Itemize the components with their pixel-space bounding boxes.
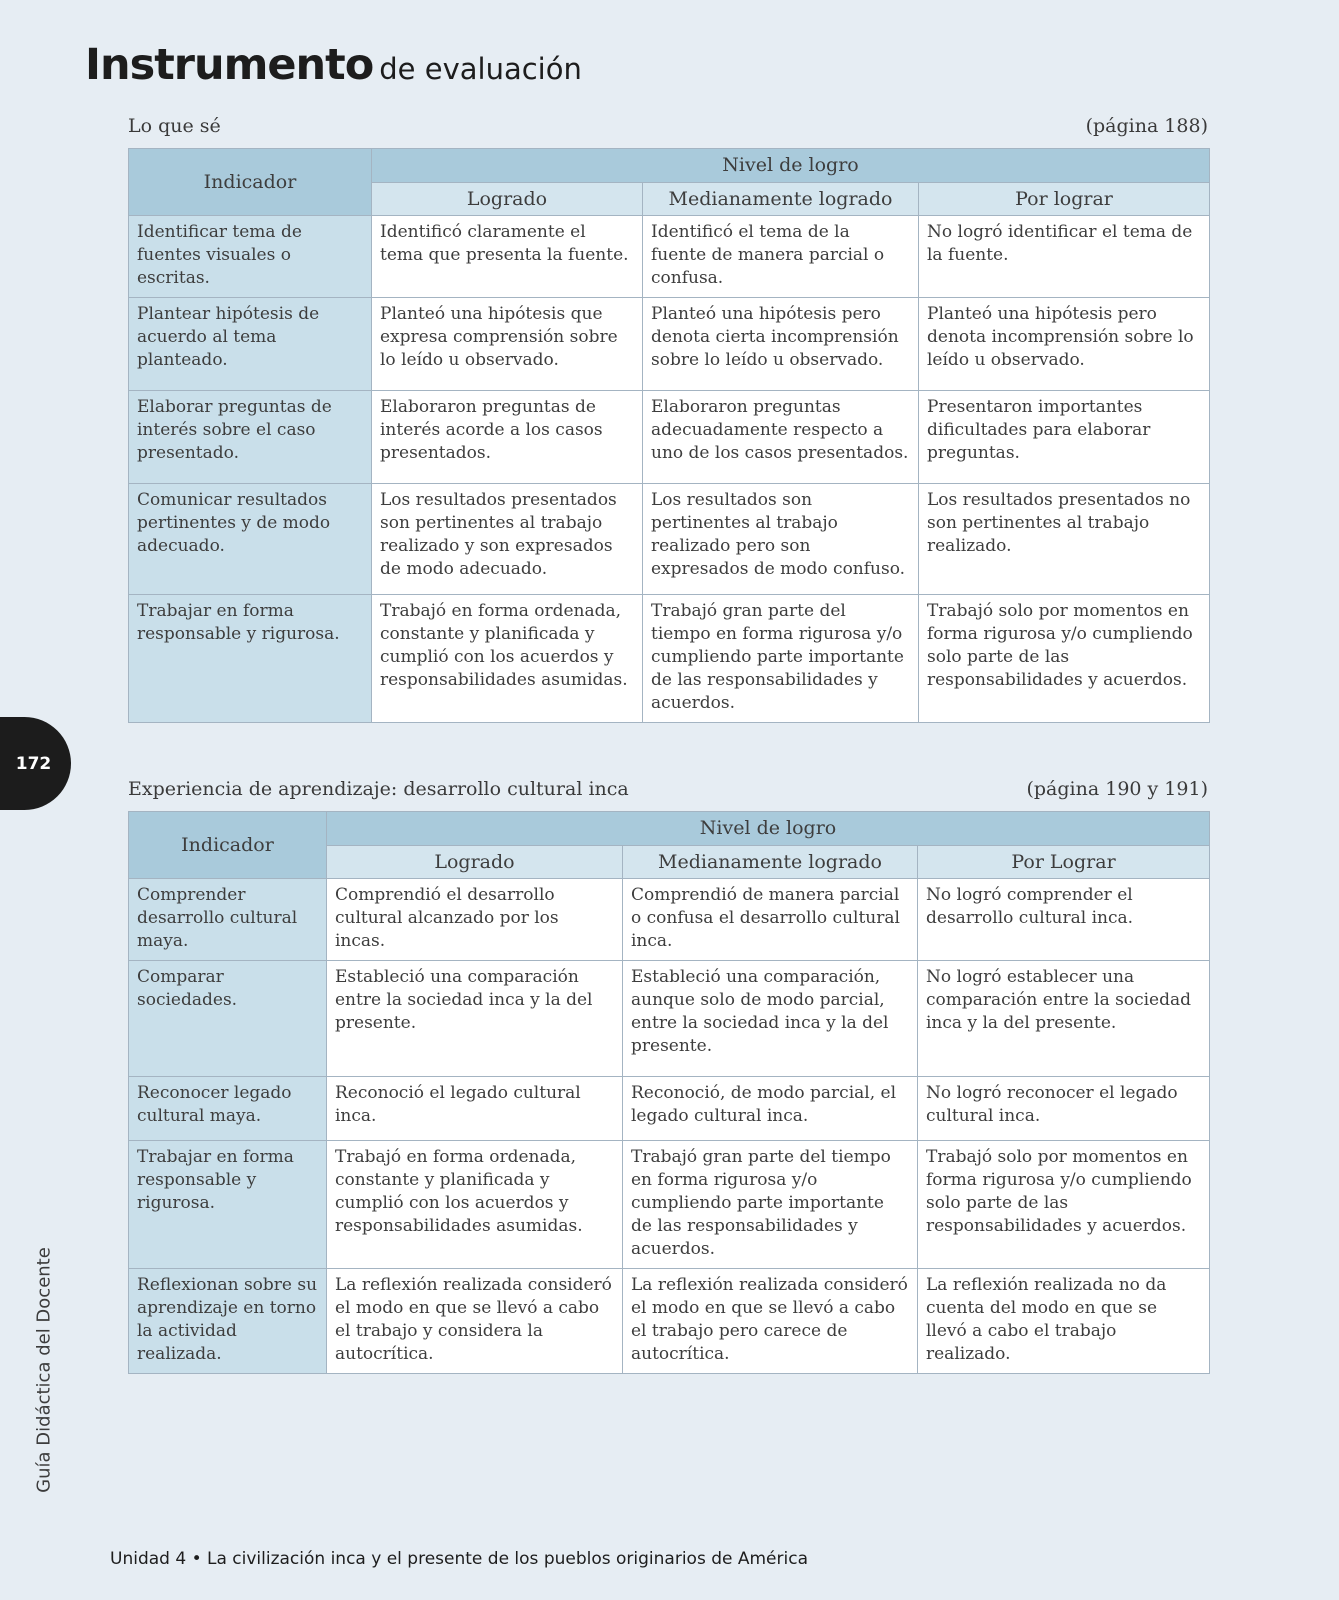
side-label: Guía Didáctica del Docente [33,1247,55,1493]
column-header-por-lograr: Por lograr [919,183,1210,216]
table-row [129,298,1210,391]
column-header-por-lograr: Por Lograr [918,846,1210,879]
section-header-lo-que-se [128,115,1208,137]
indicator-cell: Comprender desarrollo cultural maya. [129,879,327,961]
page-reference: (página 188) [1085,115,1208,137]
indicator-cell: Trabajar en forma responsable y rigurosa. [129,1141,327,1269]
level-cell: Estableció una comparación, aunque solo de modo parcial, entre la sociedad inca y la del presente. [623,961,918,1077]
indicator-header: Indicador [129,812,327,879]
level-header: Nivel de logro [372,149,1210,183]
rubric-table-experiencia [128,811,1210,1374]
table-row [129,1269,1210,1374]
level-cell: Elaboraron preguntas adecuadamente respecto a uno de los casos presentados. [643,391,919,484]
level-cell: Planteó una hipótesis pero denota incomprensión sobre lo leído u observado. [919,298,1210,391]
indicator-cell: Identificar tema de fuentes visuales o escritas. [129,216,372,298]
level-cell: Planteó una hipótesis pero denota cierta incomprensión sobre lo leído u observado. [643,298,919,391]
level-cell: Estableció una comparación entre la sociedad inca y la del presente. [327,961,623,1077]
page-title [85,40,582,90]
level-cell: Trabajó solo por momentos en forma rigurosa y/o cumpliendo solo parte de las responsabilidades y acuerdos. [919,595,1210,723]
level-cell: No logró identificar el tema de la fuente. [919,216,1210,298]
level-cell: La reflexión realizada consideró el modo en que se llevó a cabo el trabajo y considera la autocrítica. [327,1269,623,1374]
level-cell: Comprendió el desarrollo cultural alcanzado por los incas. [327,879,623,961]
page-title-main: Instrumento [85,40,374,90]
indicator-cell: Reflexionan sobre su aprendizaje en torno la actividad realizada. [129,1269,327,1374]
level-cell: Los resultados presentados son pertinentes al trabajo realizado y son expresados de modo adecuado. [372,484,643,595]
indicator-cell: Plantear hipótesis de acuerdo al tema planteado. [129,298,372,391]
table-row [129,961,1210,1077]
level-cell: Identificó claramente el tema que presenta la fuente. [372,216,643,298]
level-cell: Elaboraron preguntas de interés acorde a los casos presentados. [372,391,643,484]
table-row [129,216,1210,298]
level-cell: Trabajó gran parte del tiempo en forma rigurosa y/o cumpliendo parte importante de las responsabilidades y acuerdos. [643,595,919,723]
level-cell: Reconoció el legado cultural inca. [327,1077,623,1141]
indicator-cell: Elaborar preguntas de interés sobre el caso presentado. [129,391,372,484]
page-title-sub: de evaluación [379,52,582,86]
page-reference: (página 190 y 191) [1026,778,1208,800]
indicator-cell: Trabajar en forma responsable y rigurosa. [129,595,372,723]
indicator-header: Indicador [129,149,372,216]
table-row [129,595,1210,723]
level-cell: Trabajó gran parte del tiempo en forma rigurosa y/o cumpliendo parte importante de las responsabilidades y acuerdos. [623,1141,918,1269]
level-cell: La reflexión realizada consideró el modo en que se llevó a cabo el trabajo pero carece de autocrítica. [623,1269,918,1374]
level-cell: Planteó una hipótesis que expresa comprensión sobre lo leído u observado. [372,298,643,391]
level-header: Nivel de logro [327,812,1210,846]
level-cell: Trabajó en forma ordenada, constante y planificada y cumplió con los acuerdos y responsabilidades asumidas. [372,595,643,723]
level-cell: Trabajó solo por momentos en forma rigurosa y/o cumpliendo solo parte de las responsabilidades y acuerdos. [918,1141,1210,1269]
level-cell: Los resultados presentados no son pertinentes al trabajo realizado. [919,484,1210,595]
section-title: Experiencia de aprendizaje: desarrollo cultural inca [128,778,629,800]
table-row [129,1141,1210,1269]
rubric-table-lo-que-se [128,148,1210,723]
section-header-experiencia [128,778,1208,800]
level-cell: No logró comprender el desarrollo cultural inca. [918,879,1210,961]
table-row [129,391,1210,484]
level-cell: Los resultados son pertinentes al trabajo realizado pero son expresados de modo confuso. [643,484,919,595]
column-header-medianamente-logrado: Medianamente logrado [643,183,919,216]
page-number: 172 [15,753,52,774]
level-cell: La reflexión realizada no da cuenta del modo en que se llevó a cabo el trabajo realizado. [918,1269,1210,1374]
level-cell: No logró reconocer el legado cultural inca. [918,1077,1210,1141]
column-header-logrado: Logrado [327,846,623,879]
level-cell: Presentaron importantes dificultades para elaborar preguntas. [919,391,1210,484]
level-cell: No logró establecer una comparación entre la sociedad inca y la del presente. [918,961,1210,1077]
column-header-medianamente-logrado: Medianamente logrado [623,846,918,879]
table-row [129,484,1210,595]
section-title: Lo que sé [128,115,221,137]
column-header-logrado: Logrado [372,183,643,216]
indicator-cell: Comunicar resultados pertinentes y de modo adecuado. [129,484,372,595]
level-cell: Reconoció, de modo parcial, el legado cultural inca. [623,1077,918,1141]
level-cell: Identificó el tema de la fuente de manera parcial o confusa. [643,216,919,298]
indicator-cell: Comparar sociedades. [129,961,327,1077]
table-row [129,1077,1210,1141]
indicator-cell: Reconocer legado cultural maya. [129,1077,327,1141]
level-cell: Comprendió de manera parcial o confusa el desarrollo cultural inca. [623,879,918,961]
table-row [129,879,1210,961]
level-cell: Trabajó en forma ordenada, constante y planificada y cumplió con los acuerdos y responsabilidades asumidas. [327,1141,623,1269]
page-footer: Unidad 4 • La civilización inca y el presente de los pueblos originarios de América [110,1549,808,1569]
page-number-tab [0,717,71,810]
